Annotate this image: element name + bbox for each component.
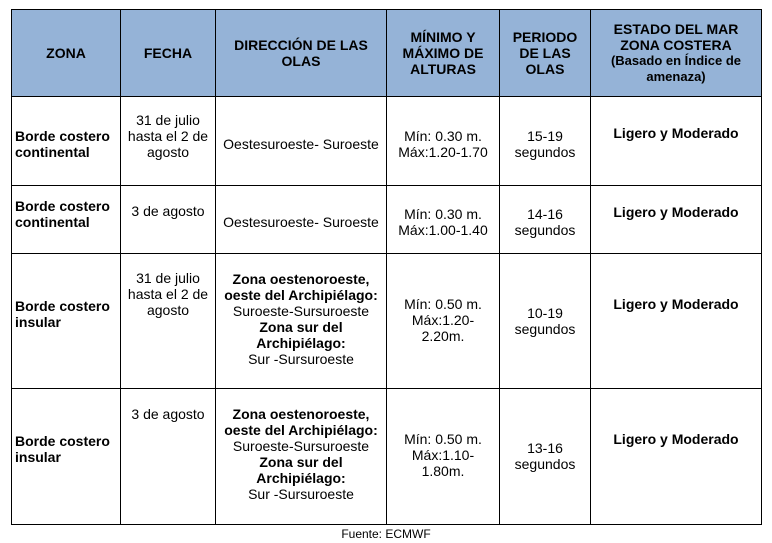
direccion-cell <box>216 389 387 525</box>
periodo-cell: 15-19 segundos <box>500 97 591 186</box>
header-row <box>12 10 762 97</box>
estado-cell: Ligero y Moderado <box>591 389 762 525</box>
altura-minima: Mín: 0.50 m. <box>404 431 482 447</box>
header-estado <box>591 10 762 97</box>
header-zona: ZONA <box>12 10 121 97</box>
forecast-table-wrapper <box>11 9 762 525</box>
alturas-cell <box>387 254 500 389</box>
zona-cell: Borde costero insular <box>12 389 121 525</box>
altura-minima: Mín: 0.30 m. <box>404 205 482 222</box>
forecast-table <box>11 9 762 525</box>
altura-maxima: Máx:1.20-2.20m. <box>411 312 475 344</box>
periodo-cell: 13-16 segundos <box>500 389 591 525</box>
table-row <box>12 389 762 525</box>
direccion-valor-oeste: Suroeste-Sursuroeste <box>232 438 370 454</box>
header-periodo: PERIODO DE LAS OLAS <box>500 10 591 97</box>
periodo-cell: 10-19 segundos <box>500 254 591 389</box>
altura-minima: Mín: 0.50 m. <box>404 296 482 312</box>
table-row <box>12 186 762 254</box>
direccion-zona-oeste: Zona oestenoroeste, oeste del Archipiélago: <box>224 406 378 438</box>
header-fecha: FECHA <box>121 10 216 97</box>
direccion-valor-oeste: Suroeste-Sursuroeste <box>232 303 370 319</box>
altura-minima: Mín: 0.30 m. <box>404 128 482 144</box>
fecha-cell: 31 de julio hasta el 2 de agosto <box>121 254 216 389</box>
direccion-valor-sur: Sur -Sursuroeste <box>248 486 354 502</box>
header-estado-subtitle: (Basado en Índice de amenaza) <box>610 53 742 84</box>
altura-maxima: Máx:1.10-1.80m. <box>411 447 475 479</box>
source-caption: Fuente: ECMWF <box>341 527 431 541</box>
fecha-cell: 3 de agosto <box>121 389 216 525</box>
header-alturas: MÍNIMO Y MÁXIMO DE ALTURAS <box>387 10 500 97</box>
table-row <box>12 254 762 389</box>
direccion-zona-sur: Zona sur del Archipiélago: <box>256 319 346 351</box>
fecha-cell: 3 de agosto <box>121 186 216 254</box>
altura-maxima: Máx:1.20-1.70 <box>398 144 488 160</box>
alturas-cell <box>387 186 500 254</box>
header-direccion: DIRECCIÓN DE LAS OLAS <box>216 10 387 97</box>
table-row <box>12 97 762 186</box>
altura-maxima: Máx:1.00-1.40 <box>398 221 488 238</box>
alturas-cell <box>387 97 500 186</box>
zona-cell: Borde costero continental <box>12 97 121 186</box>
estado-cell: Ligero y Moderado <box>591 254 762 389</box>
alturas-cell <box>387 389 500 525</box>
estado-cell: Ligero y Moderado <box>591 186 762 254</box>
fecha-cell: 31 de julio hasta el 2 de agosto <box>121 97 216 186</box>
zona-cell: Borde costero continental <box>12 186 121 254</box>
periodo-cell: 14-16 segundos <box>500 186 591 254</box>
direccion-zona-sur: Zona sur del Archipiélago: <box>256 454 346 486</box>
direccion-zona-oeste: Zona oestenoroeste, oeste del Archipiélago: <box>224 271 378 303</box>
direccion-cell <box>216 254 387 389</box>
direccion-cell: Oestesuroeste- Suroeste <box>216 186 387 254</box>
header-estado-title: ESTADO DEL MAR ZONA COSTERA <box>613 21 739 53</box>
zona-cell: Borde costero insular <box>12 254 121 389</box>
direccion-valor-sur: Sur -Sursuroeste <box>248 351 354 367</box>
direccion-cell: Oestesuroeste- Suroeste <box>216 97 387 186</box>
estado-cell: Ligero y Moderado <box>591 97 762 186</box>
